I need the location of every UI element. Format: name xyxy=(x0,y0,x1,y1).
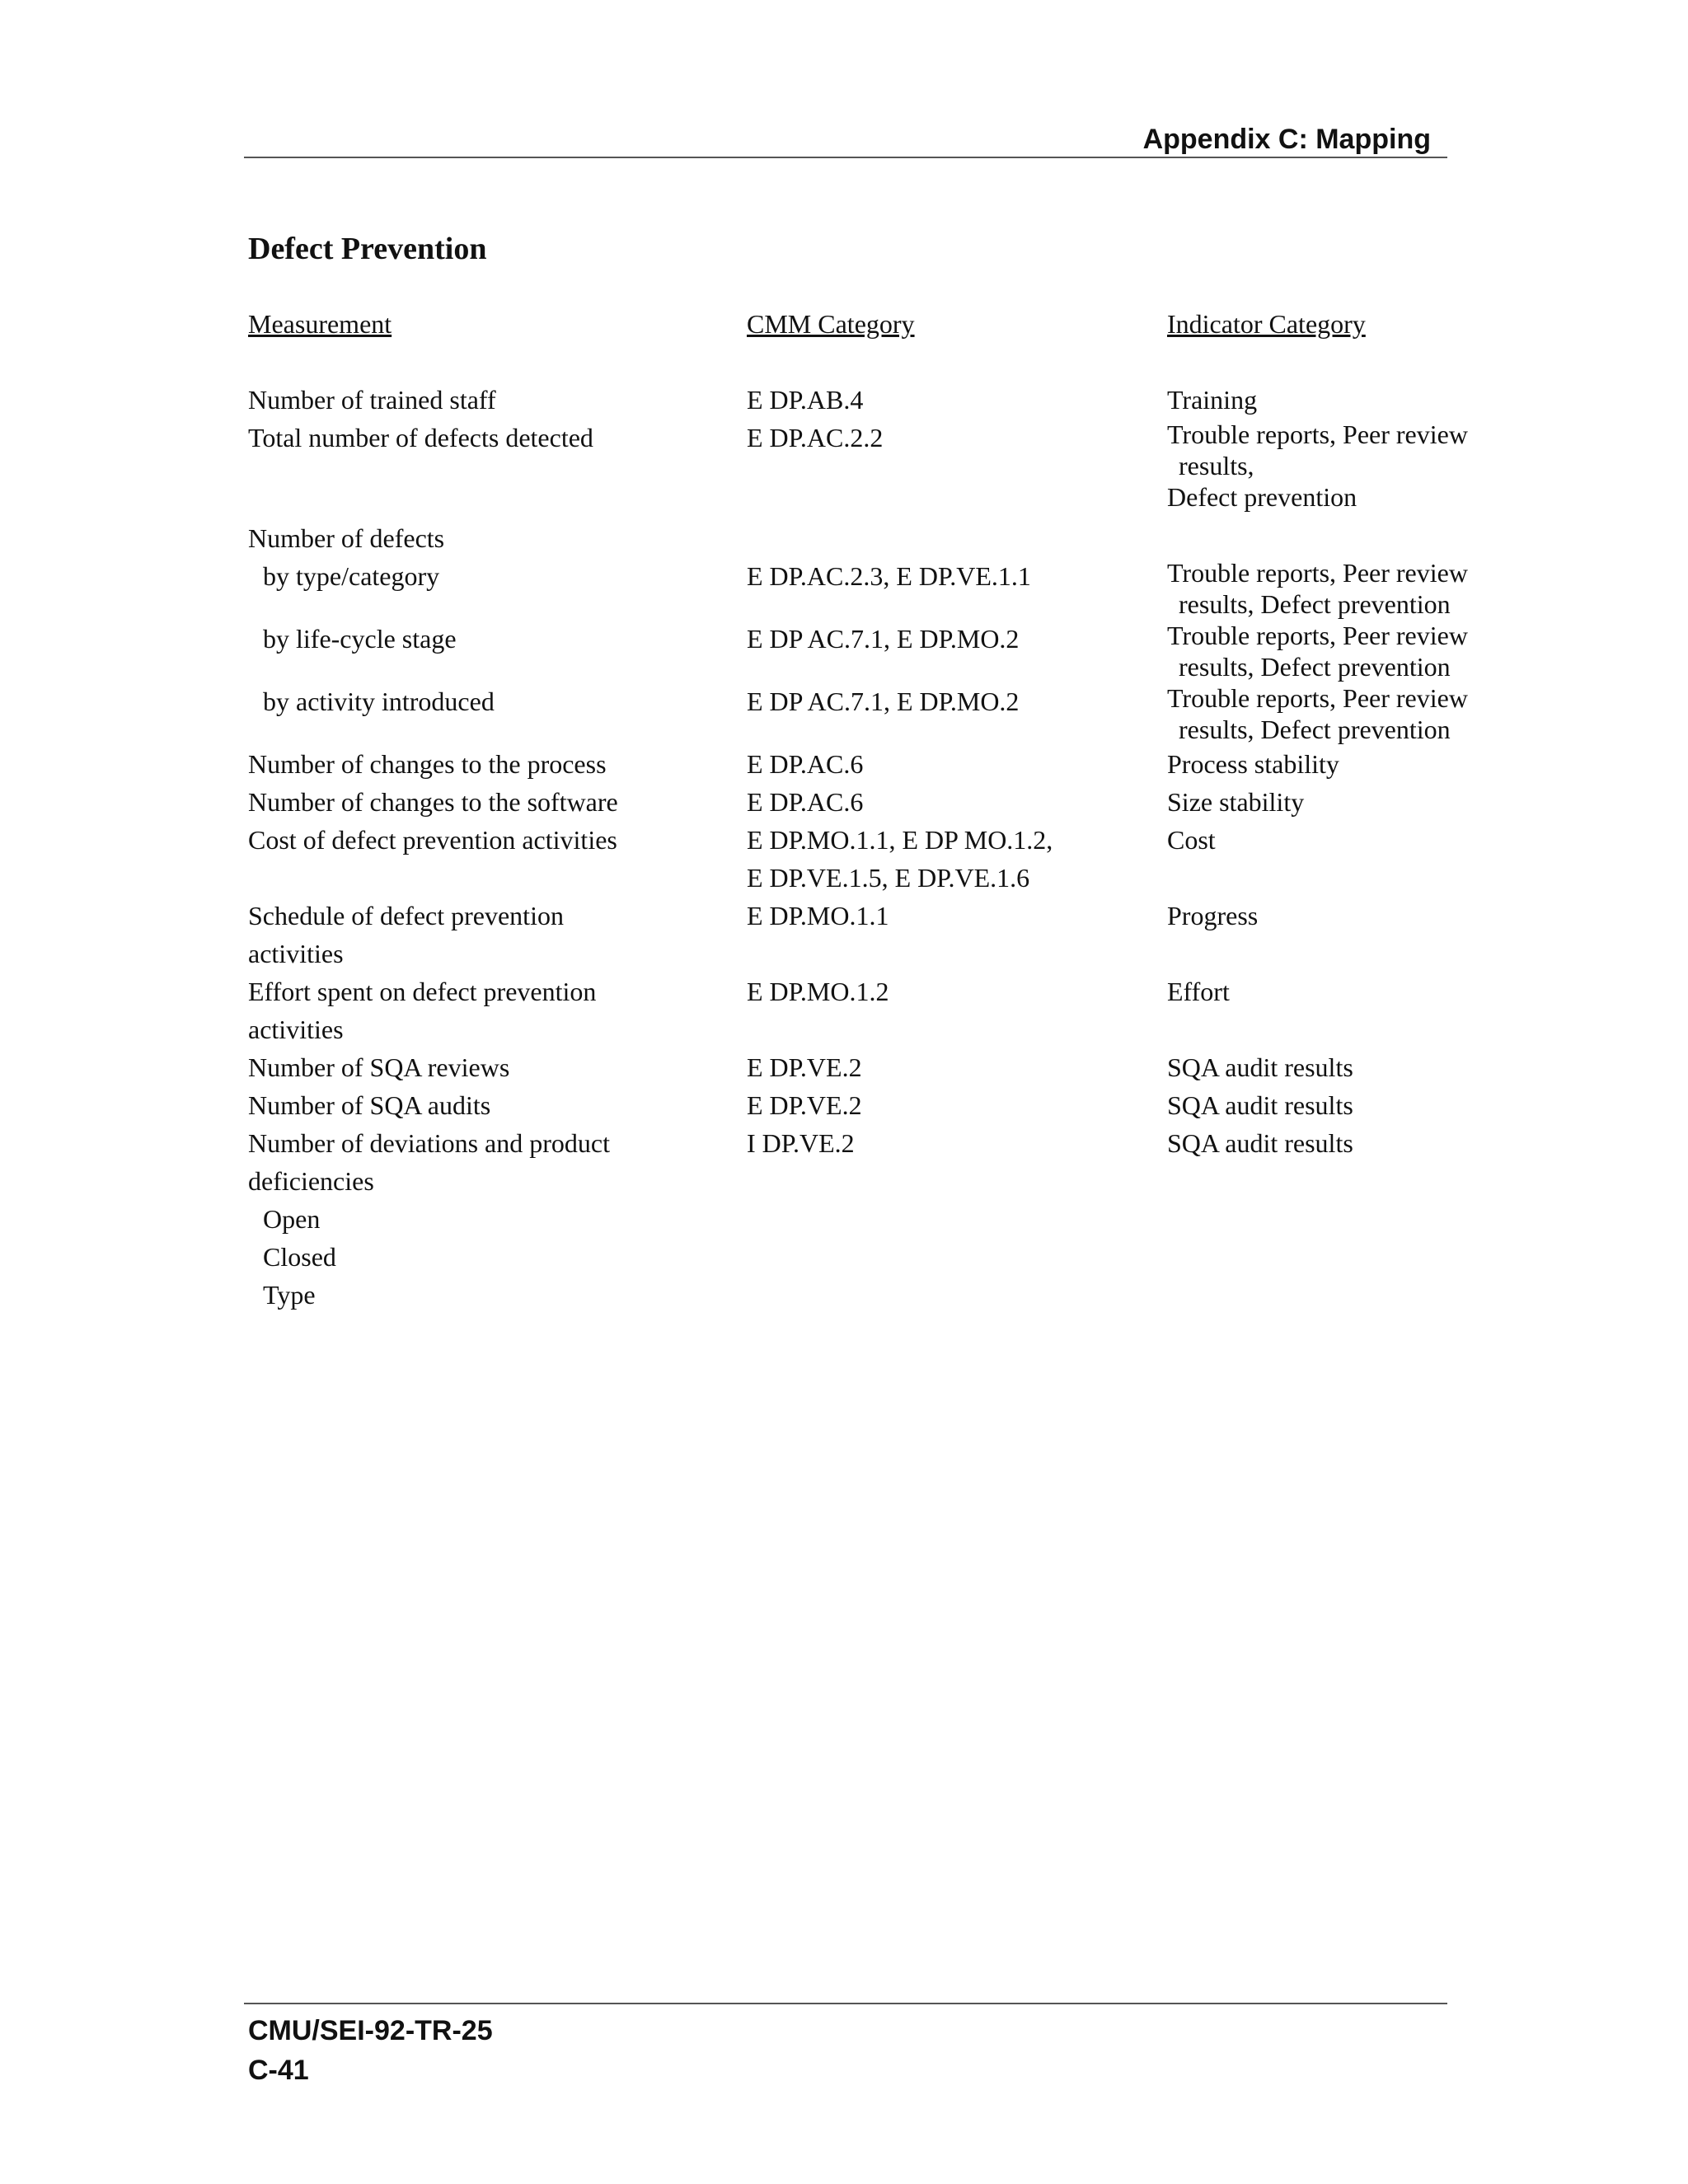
cmm-cell: E DP AC.7.1, E DP.MO.2 xyxy=(747,624,1020,654)
measurement-cell: Schedule of defect prevention activities xyxy=(248,901,564,968)
indicator-cell: SQA audit results xyxy=(1167,1052,1353,1082)
cmm-cell: E DP.MO.1.1 xyxy=(747,901,889,930)
measurement-cell: Cost of defect prevention activities xyxy=(248,825,617,855)
measurement-cell: by activity introduced xyxy=(263,687,495,716)
cmm-cell: E DP.AC.2.2 xyxy=(747,423,884,452)
measurement-cell: by type/category xyxy=(263,561,440,591)
cmm-cell: E DP AC.7.1, E DP.MO.2 xyxy=(747,687,1020,716)
indicator-cell: Trouble reports, Peer review results, Defect prevention xyxy=(1167,419,1468,512)
measurement-cell: Effort spent on defect prevention activities xyxy=(248,977,597,1044)
column-header-measurement: Measurement xyxy=(248,309,392,339)
column-header-cmm-category: CMM Category xyxy=(747,309,915,339)
indicator-cell: Trouble reports, Peer review results, Defect prevention xyxy=(1167,621,1468,682)
indicator-cell: Cost xyxy=(1167,825,1216,855)
indicator-cell: SQA audit results xyxy=(1167,1090,1353,1120)
cmm-cell: E DP.AC.6 xyxy=(747,749,864,779)
measurement-cell: Number of deviations and product deficiencies xyxy=(248,1128,610,1196)
column-header-indicator-category: Indicator Category xyxy=(1167,309,1366,339)
measurement-cell: Closed xyxy=(263,1242,336,1272)
measurement-cell: Number of changes to the process xyxy=(248,749,607,779)
header-divider xyxy=(244,157,1447,158)
indicator-cell: Trouble reports, Peer review results, Defect prevention xyxy=(1167,558,1468,619)
running-header: Appendix C: Mapping xyxy=(1142,124,1431,155)
indicator-cell: Trouble reports, Peer review results, Defect prevention xyxy=(1167,683,1468,744)
indicator-cell: Process stability xyxy=(1167,749,1339,779)
cmm-cell: E DP.MO.1.2 xyxy=(747,977,889,1006)
measurement-cell: Number of SQA audits xyxy=(248,1090,491,1120)
indicator-cell: Size stability xyxy=(1167,787,1305,817)
measurement-cell: Number of SQA reviews xyxy=(248,1052,510,1082)
page-number: C-41 xyxy=(248,2055,309,2086)
measurement-cell: Number of defects xyxy=(248,523,445,553)
footer-divider xyxy=(244,2003,1447,2004)
cmm-cell: E DP.AB.4 xyxy=(747,385,864,415)
cmm-cell: E DP.AC.2.3, E DP.VE.1.1 xyxy=(747,561,1031,591)
measurement-cell: Total number of defects detected xyxy=(248,423,593,452)
measurement-cell: Number of trained staff xyxy=(248,385,496,415)
measurement-cell: Type xyxy=(263,1280,316,1310)
measurement-cell: Open xyxy=(263,1204,321,1234)
indicator-cell: Training xyxy=(1167,385,1258,415)
measurement-cell: Number of changes to the software xyxy=(248,787,618,817)
section-title: Defect Prevention xyxy=(248,232,487,266)
footer xyxy=(248,2011,493,2090)
cmm-cell: E DP.AC.6 xyxy=(747,787,864,817)
cmm-cell: I DP.VE.2 xyxy=(747,1128,855,1158)
indicator-cell: Progress xyxy=(1167,901,1259,930)
cmm-cell: E DP.VE.2 xyxy=(747,1090,862,1120)
cmm-cell: E DP.MO.1.1, E DP MO.1.2, E DP.VE.1.5, E DP.VE.1.6 xyxy=(747,825,1053,893)
indicator-cell: SQA audit results xyxy=(1167,1128,1353,1158)
report-number: CMU/SEI-92-TR-25 xyxy=(248,2015,493,2046)
indicator-cell: Effort xyxy=(1167,977,1230,1006)
cmm-cell: E DP.VE.2 xyxy=(747,1052,862,1082)
measurement-cell: by life-cycle stage xyxy=(263,624,457,654)
